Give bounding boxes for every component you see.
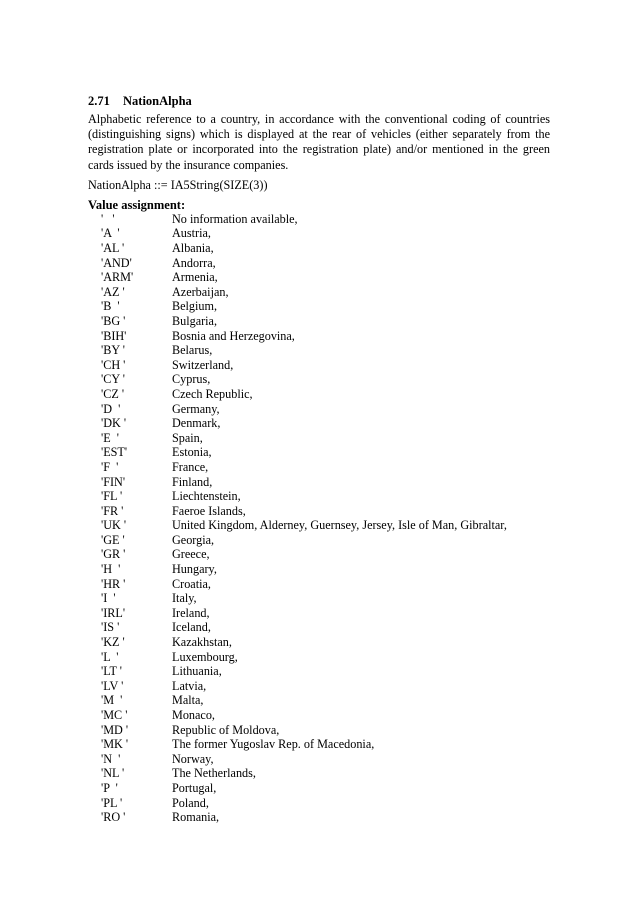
value-row xyxy=(88,387,550,402)
value-row xyxy=(88,766,550,781)
value-meaning: United Kingdom, Alderney, Guernsey, Jersey, Isle of Man, Gibraltar, xyxy=(172,518,507,533)
value-row xyxy=(88,737,550,752)
value-row xyxy=(88,445,550,460)
value-meaning: Spain, xyxy=(172,430,203,445)
value-meaning: Latvia, xyxy=(172,678,207,693)
section-number: 2.71 xyxy=(88,94,110,108)
value-meaning: Kazakhstan, xyxy=(172,635,232,650)
value-row xyxy=(88,781,550,796)
value-meaning: Czech Republic, xyxy=(172,386,253,401)
value-meaning: Republic of Moldova, xyxy=(172,722,280,737)
value-row xyxy=(88,299,550,314)
value-row xyxy=(88,314,550,329)
value-meaning: Azerbaijan, xyxy=(172,284,229,299)
value-row xyxy=(88,562,550,577)
value-meaning: Croatia, xyxy=(172,576,211,591)
value-code: 'IS ' xyxy=(101,620,120,635)
value-meaning: Albania, xyxy=(172,241,214,255)
value-row xyxy=(88,635,550,650)
value-meaning: Lithuania, xyxy=(172,664,222,679)
value-code: 'H ' xyxy=(101,562,121,577)
value-row xyxy=(88,679,550,694)
value-code: 'BIH' xyxy=(101,328,127,343)
value-code: 'DK ' xyxy=(101,416,127,431)
value-meaning: Germany, xyxy=(172,401,220,416)
value-code: 'MC ' xyxy=(101,708,128,722)
value-code: 'M ' xyxy=(101,693,123,708)
value-code: 'AL ' xyxy=(101,241,125,255)
value-assignment-label: Value assignment: xyxy=(88,197,186,212)
value-row xyxy=(88,256,550,271)
value-meaning: Bulgaria, xyxy=(172,313,218,328)
value-code: 'D ' xyxy=(101,401,121,416)
value-code: 'IRL' xyxy=(101,605,126,620)
value-meaning: The Netherlands, xyxy=(172,766,256,781)
value-code: 'CZ ' xyxy=(101,386,125,401)
value-row xyxy=(88,358,550,373)
value-code: 'CH ' xyxy=(101,357,126,372)
value-row xyxy=(88,606,550,621)
value-code: 'MK ' xyxy=(101,737,129,752)
value-row xyxy=(88,504,550,519)
value-row xyxy=(88,577,550,592)
value-meaning: Poland, xyxy=(172,795,209,810)
value-row xyxy=(88,343,550,358)
value-code: 'GE ' xyxy=(101,532,125,547)
value-meaning: Hungary, xyxy=(172,562,217,577)
value-row xyxy=(88,650,550,665)
value-code: 'RO ' xyxy=(101,810,126,825)
value-row xyxy=(88,796,550,811)
value-code: 'L ' xyxy=(101,649,119,664)
value-meaning: Georgia, xyxy=(172,532,215,547)
value-meaning: Andorra, xyxy=(172,255,216,270)
value-code: 'A ' xyxy=(101,226,120,241)
value-row xyxy=(88,489,550,504)
value-meaning: France, xyxy=(172,459,209,474)
value-meaning: Estonia, xyxy=(172,445,212,460)
value-meaning: Liechtenstein, xyxy=(172,489,241,504)
value-code: 'UK ' xyxy=(101,518,127,533)
value-code: 'PL ' xyxy=(101,795,123,810)
value-meaning: Malta, xyxy=(172,693,204,708)
value-row xyxy=(88,329,550,344)
value-code: 'I ' xyxy=(101,591,116,606)
value-code: 'FIN' xyxy=(101,474,126,489)
value-meaning: Armenia, xyxy=(172,270,218,285)
type-definition: NationAlpha ::= IA5String(SIZE(3)) xyxy=(88,177,268,192)
value-row xyxy=(88,708,550,723)
value-meaning: Portugal, xyxy=(172,780,217,795)
value-code: 'AND' xyxy=(101,255,132,270)
value-meaning: Romania, xyxy=(172,810,220,825)
value-meaning: Austria, xyxy=(172,226,211,241)
value-row xyxy=(88,270,550,285)
value-code: 'E ' xyxy=(101,430,119,445)
value-meaning: Bosnia and Herzegovina, xyxy=(172,328,295,343)
document-page xyxy=(88,94,550,825)
value-row xyxy=(88,620,550,635)
value-meaning: Faeroe Islands, xyxy=(172,503,246,518)
section-heading xyxy=(88,94,550,109)
value-row xyxy=(88,518,550,533)
value-row xyxy=(88,226,550,241)
value-row xyxy=(88,475,550,490)
value-meaning: Finland, xyxy=(172,474,213,489)
value-code: 'LV ' xyxy=(101,678,124,693)
value-code: 'CY ' xyxy=(101,372,125,387)
value-meaning: Italy, xyxy=(172,591,197,606)
value-code: 'N ' xyxy=(101,751,121,766)
value-meaning: No information available, xyxy=(172,211,298,226)
value-row xyxy=(88,664,550,679)
value-code: 'NL ' xyxy=(101,766,125,781)
value-meaning: The former Yugoslav Rep. of Macedonia, xyxy=(172,737,375,752)
value-meaning: Denmark, xyxy=(172,416,221,431)
value-code: 'FL ' xyxy=(101,489,123,504)
value-code: ' ' xyxy=(101,211,115,226)
value-row xyxy=(88,212,550,227)
value-assignment-list xyxy=(88,212,550,825)
value-meaning: Cyprus, xyxy=(172,372,211,387)
value-row xyxy=(88,372,550,387)
value-row xyxy=(88,431,550,446)
value-meaning: Iceland, xyxy=(172,620,211,635)
value-code: 'BY ' xyxy=(101,343,125,358)
value-meaning: Belarus, xyxy=(172,343,213,358)
value-row xyxy=(88,693,550,708)
value-row xyxy=(88,752,550,767)
value-code: 'MD ' xyxy=(101,722,129,737)
value-row xyxy=(88,723,550,738)
value-code: 'B ' xyxy=(101,299,120,314)
value-code: 'FR ' xyxy=(101,503,124,518)
value-code: 'P ' xyxy=(101,780,118,795)
value-row xyxy=(88,547,550,562)
value-row xyxy=(88,416,550,431)
value-row xyxy=(88,460,550,475)
value-code: 'F ' xyxy=(101,459,119,474)
value-code: 'KZ ' xyxy=(101,635,125,650)
value-code: 'ARM' xyxy=(101,270,134,285)
value-row xyxy=(88,241,550,256)
value-row xyxy=(88,285,550,300)
value-code: 'GR ' xyxy=(101,547,126,562)
section-title: NationAlpha xyxy=(123,94,192,108)
value-meaning: Switzerland, xyxy=(172,357,234,372)
value-code: 'AZ ' xyxy=(101,284,125,299)
value-row xyxy=(88,402,550,417)
value-meaning: Monaco, xyxy=(172,708,215,722)
value-code: 'HR ' xyxy=(101,576,126,591)
value-meaning: Belgium, xyxy=(172,299,218,314)
value-row xyxy=(88,810,550,825)
value-row xyxy=(88,533,550,548)
value-code: 'BG ' xyxy=(101,313,126,328)
value-code: 'EST' xyxy=(101,445,128,460)
value-meaning: Luxembourg, xyxy=(172,649,238,664)
value-code: 'LT ' xyxy=(101,664,122,679)
section-description: Alphabetic reference to a country, in accordance with the conventional coding of countries (distinguishing signs) which is displayed at the rear of vehicles (either separately from the registration plate or incorporated into the registration plate) and/or mentioned in the green cards issued by the insurance companies. xyxy=(88,112,550,172)
value-row xyxy=(88,591,550,606)
value-meaning: Norway, xyxy=(172,751,214,766)
value-meaning: Greece, xyxy=(172,547,210,562)
value-meaning: Ireland, xyxy=(172,605,210,620)
